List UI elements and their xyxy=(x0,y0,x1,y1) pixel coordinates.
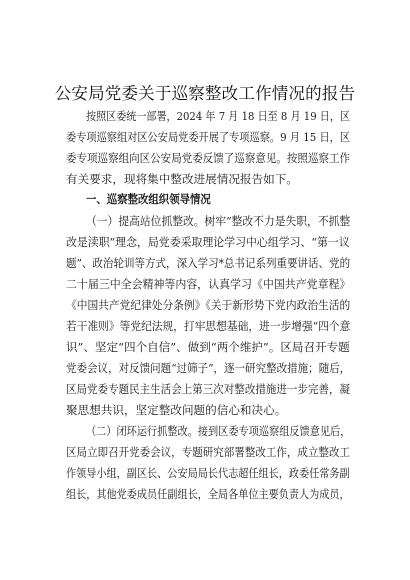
body-line: 区局党委专题民主生活会上第三次对整改措施进一步完善，凝 xyxy=(66,382,351,396)
body-line: （一）提高站位抓整改。树牢“整改不力是失职，不抓整 xyxy=(86,214,351,228)
body-line: 改是渎职”理念，局党委采取理论学习中心组学习、“第一议 xyxy=(66,235,350,249)
body-line: 有关要求，现将集中整改进展情况报告如下。 xyxy=(66,172,298,186)
body-line: （二）闭环运行抓整改。接到区委专项巡察组反馈意见后， xyxy=(86,424,351,438)
body-line: 委专项巡察组对区公安局党委开展了专项巡察。9 月 15 日，区 xyxy=(66,130,351,144)
body-line: 区局立即召开党委会议，专题研究部署整改工作，成立整改工 xyxy=(66,445,351,459)
document-title: 公安局党委关于巡察整改工作情况的报告 xyxy=(54,84,356,103)
body-line: 二十届三中全会精神等内容，认真学习《中国共产党章程》 xyxy=(66,277,351,291)
body-line: 组长，其他党委成员任副组长，全局各单位主要负责人为成员， xyxy=(66,487,350,501)
body-line: 作领导小组，副区长、公安局局长代志超任组长，政委任常务副 xyxy=(66,466,350,480)
body-line: 《中国共产党纪律处分条例》《关于新形势下党内政治生活的 xyxy=(66,298,351,312)
body-line: 若干准则》等党纪法规，打牢思想基础，进一步增强“四个意 xyxy=(66,319,351,333)
body-line: 聚思想共识，坚定整改问题的信心和决心。 xyxy=(66,403,287,417)
body-line: 党委会议，对反馈问题“过筛子”，逐一研究整改措施；随后， xyxy=(66,361,351,375)
body-line: 委专项巡察组向区公安局党委反馈了巡察意见。按照巡察工作 xyxy=(66,151,351,165)
body-line: 题”、政治轮训等方式，深入学习*总书记系列重要讲话、党的 xyxy=(66,256,351,270)
body-line: 识”、坚定“四个自信”、做到“两个维护”。区局召开专题 xyxy=(66,340,350,354)
body-line: 按照区委统一部署，2024 年 7 月 18 日至 8 月 19 日，区 xyxy=(86,109,351,123)
section-heading: 一、巡察整改组织领导情况 xyxy=(86,193,211,206)
